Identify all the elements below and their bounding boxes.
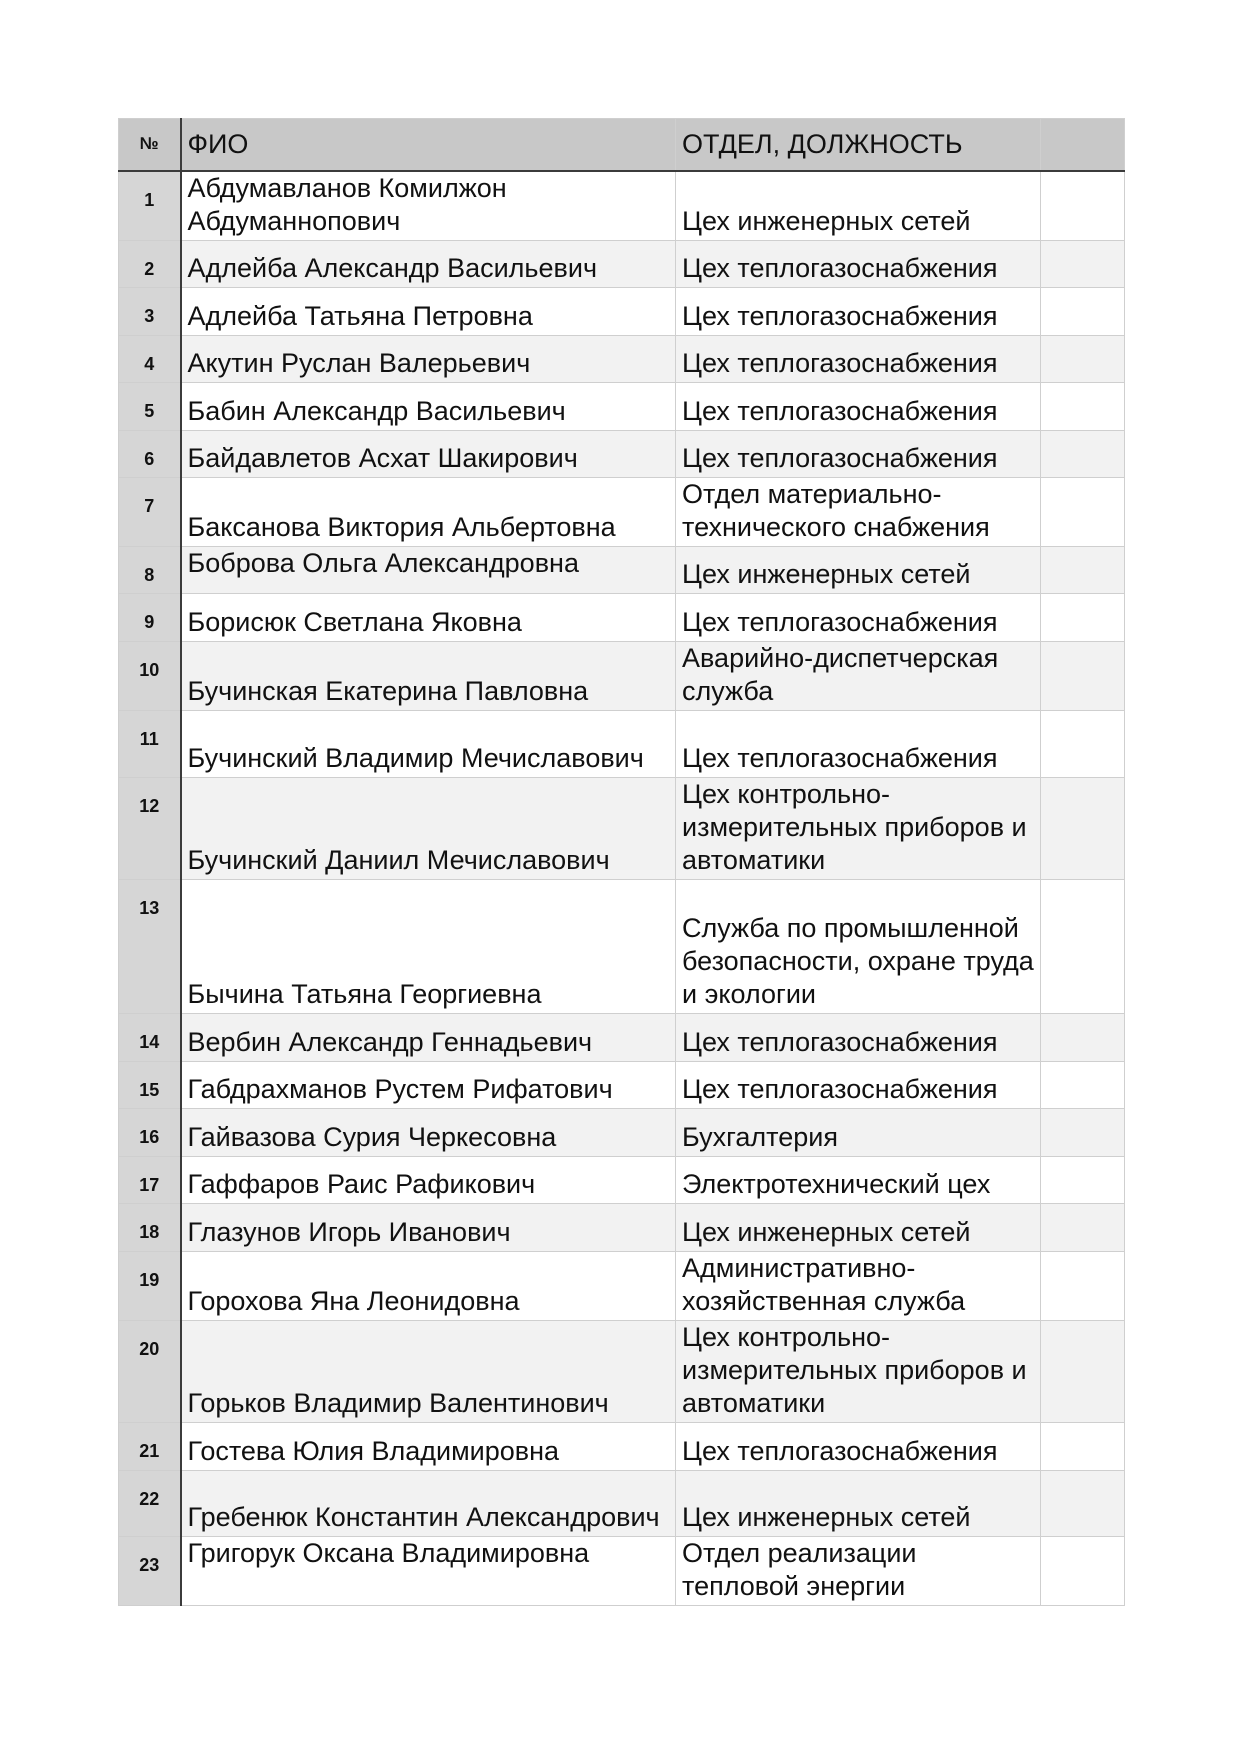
table-row bbox=[119, 287, 1125, 335]
row-number: 7 bbox=[119, 477, 181, 546]
fio-cell: Борисюк Светлана Яковна bbox=[181, 593, 676, 641]
fio-cell: Бучинская Екатерина Павловна bbox=[181, 641, 676, 710]
fio-cell: Бучинский Владимир Мечиславович bbox=[181, 710, 676, 777]
row-number: 18 bbox=[119, 1203, 181, 1251]
row-number: 3 bbox=[119, 287, 181, 335]
extra-cell bbox=[1041, 546, 1125, 593]
extra-cell bbox=[1041, 430, 1125, 477]
dept-cell: Цех теплогазоснабжения bbox=[676, 240, 1041, 287]
extra-cell bbox=[1041, 1422, 1125, 1470]
row-number: 19 bbox=[119, 1251, 181, 1320]
fio-cell: Адлейба Татьяна Петровна bbox=[181, 287, 676, 335]
dept-cell: Бухгалтерия bbox=[676, 1108, 1041, 1156]
row-number: 9 bbox=[119, 593, 181, 641]
dept-cell: Электротехнический цех bbox=[676, 1156, 1041, 1203]
extra-cell bbox=[1041, 1156, 1125, 1203]
dept-cell: Цех теплогазоснабжения bbox=[676, 593, 1041, 641]
table-row bbox=[119, 1203, 1125, 1251]
extra-cell bbox=[1041, 777, 1125, 879]
extra-cell bbox=[1041, 1013, 1125, 1061]
extra-cell bbox=[1041, 382, 1125, 430]
dept-cell: Цех теплогазоснабжения bbox=[676, 382, 1041, 430]
table-row bbox=[119, 777, 1125, 879]
header-row bbox=[119, 119, 1125, 171]
dept-cell: Цех теплогазоснабжения bbox=[676, 1061, 1041, 1108]
fio-cell: Глазунов Игорь Иванович bbox=[181, 1203, 676, 1251]
dept-cell: Служба по промышленной безопасности, охране труда и экологии bbox=[676, 879, 1041, 1013]
table-row bbox=[119, 879, 1125, 1013]
dept-cell: Отдел реализации тепловой энергии bbox=[676, 1536, 1041, 1605]
dept-cell: Цех теплогазоснабжения bbox=[676, 1013, 1041, 1061]
table-row bbox=[119, 430, 1125, 477]
table-row bbox=[119, 335, 1125, 382]
table-row bbox=[119, 1320, 1125, 1422]
fio-cell: Гостева Юлия Владимировна bbox=[181, 1422, 676, 1470]
row-number: 20 bbox=[119, 1320, 181, 1422]
dept-cell: Цех инженерных сетей bbox=[676, 171, 1041, 241]
dept-cell: Цех инженерных сетей bbox=[676, 546, 1041, 593]
table-row bbox=[119, 1108, 1125, 1156]
table-row bbox=[119, 1470, 1125, 1536]
table-row bbox=[119, 1536, 1125, 1605]
fio-cell: Гайвазова Сурия Черкесовна bbox=[181, 1108, 676, 1156]
table-row bbox=[119, 1422, 1125, 1470]
row-number: 2 bbox=[119, 240, 181, 287]
table-row bbox=[119, 593, 1125, 641]
extra-cell bbox=[1041, 1251, 1125, 1320]
dept-cell: Отдел материально-технического снабжения bbox=[676, 477, 1041, 546]
row-number: 22 bbox=[119, 1470, 181, 1536]
row-number: 17 bbox=[119, 1156, 181, 1203]
row-number: 4 bbox=[119, 335, 181, 382]
fio-cell: Боброва Ольга Александровна bbox=[181, 546, 676, 593]
fio-cell: Гаффаров Раис Рафикович bbox=[181, 1156, 676, 1203]
extra-cell bbox=[1041, 240, 1125, 287]
dept-cell: Цех теплогазоснабжения bbox=[676, 710, 1041, 777]
table-row bbox=[119, 1251, 1125, 1320]
extra-cell bbox=[1041, 1470, 1125, 1536]
table-row bbox=[119, 710, 1125, 777]
extra-cell bbox=[1041, 171, 1125, 241]
row-number: 5 bbox=[119, 382, 181, 430]
fio-cell: Бабин Александр Васильевич bbox=[181, 382, 676, 430]
row-number: 1 bbox=[119, 171, 181, 241]
header-extra bbox=[1041, 119, 1125, 171]
fio-cell: Григорук Оксана Владимировна bbox=[181, 1536, 676, 1605]
extra-cell bbox=[1041, 1536, 1125, 1605]
employee-table bbox=[118, 118, 1125, 1606]
extra-cell bbox=[1041, 593, 1125, 641]
header-dept: ОТДЕЛ, ДОЛЖНОСТЬ bbox=[676, 119, 1041, 171]
fio-cell: Адлейба Александр Васильевич bbox=[181, 240, 676, 287]
fio-cell: Горьков Владимир Валентинович bbox=[181, 1320, 676, 1422]
header-num: № bbox=[119, 119, 181, 171]
table-row bbox=[119, 171, 1125, 241]
table-row bbox=[119, 1156, 1125, 1203]
row-number: 14 bbox=[119, 1013, 181, 1061]
dept-cell: Цех контрольно-измерительных приборов и автоматики bbox=[676, 777, 1041, 879]
row-number: 11 bbox=[119, 710, 181, 777]
row-number: 12 bbox=[119, 777, 181, 879]
extra-cell bbox=[1041, 287, 1125, 335]
extra-cell bbox=[1041, 477, 1125, 546]
fio-cell: Гребенюк Константин Александрович bbox=[181, 1470, 676, 1536]
header-fio: ФИО bbox=[181, 119, 676, 171]
extra-cell bbox=[1041, 710, 1125, 777]
row-number: 13 bbox=[119, 879, 181, 1013]
extra-cell bbox=[1041, 1203, 1125, 1251]
dept-cell: Административно-хозяйственная служба bbox=[676, 1251, 1041, 1320]
fio-cell: Бучинский Даниил Мечиславович bbox=[181, 777, 676, 879]
table-row bbox=[119, 477, 1125, 546]
fio-cell: Габдрахманов Рустем Рифатович bbox=[181, 1061, 676, 1108]
row-number: 23 bbox=[119, 1536, 181, 1605]
row-number: 16 bbox=[119, 1108, 181, 1156]
table-row bbox=[119, 1013, 1125, 1061]
table-row bbox=[119, 1061, 1125, 1108]
row-number: 8 bbox=[119, 546, 181, 593]
row-number: 15 bbox=[119, 1061, 181, 1108]
dept-cell: Цех теплогазоснабжения bbox=[676, 335, 1041, 382]
dept-cell: Аварийно-диспетчерская служба bbox=[676, 641, 1041, 710]
table-row bbox=[119, 240, 1125, 287]
dept-cell: Цех инженерных сетей bbox=[676, 1203, 1041, 1251]
extra-cell bbox=[1041, 1061, 1125, 1108]
dept-cell: Цех инженерных сетей bbox=[676, 1470, 1041, 1536]
row-number: 6 bbox=[119, 430, 181, 477]
dept-cell: Цех теплогазоснабжения bbox=[676, 1422, 1041, 1470]
fio-cell: Баксанова Виктория Альбертовна bbox=[181, 477, 676, 546]
dept-cell: Цех контрольно-измерительных приборов и автоматики bbox=[676, 1320, 1041, 1422]
table-row bbox=[119, 546, 1125, 593]
extra-cell bbox=[1041, 879, 1125, 1013]
fio-cell: Акутин Руслан Валерьевич bbox=[181, 335, 676, 382]
fio-cell: Абдумавланов Комилжон Абдуманнопович bbox=[181, 171, 676, 241]
extra-cell bbox=[1041, 641, 1125, 710]
fio-cell: Горохова Яна Леонидовна bbox=[181, 1251, 676, 1320]
fio-cell: Вербин Александр Геннадьевич bbox=[181, 1013, 676, 1061]
dept-cell: Цех теплогазоснабжения bbox=[676, 287, 1041, 335]
table-row bbox=[119, 382, 1125, 430]
fio-cell: Бычина Татьяна Георгиевна bbox=[181, 879, 676, 1013]
extra-cell bbox=[1041, 1108, 1125, 1156]
row-number: 21 bbox=[119, 1422, 181, 1470]
fio-cell: Байдавлетов Асхат Шакирович bbox=[181, 430, 676, 477]
dept-cell: Цех теплогазоснабжения bbox=[676, 430, 1041, 477]
row-number: 10 bbox=[119, 641, 181, 710]
extra-cell bbox=[1041, 335, 1125, 382]
extra-cell bbox=[1041, 1320, 1125, 1422]
table-row bbox=[119, 641, 1125, 710]
